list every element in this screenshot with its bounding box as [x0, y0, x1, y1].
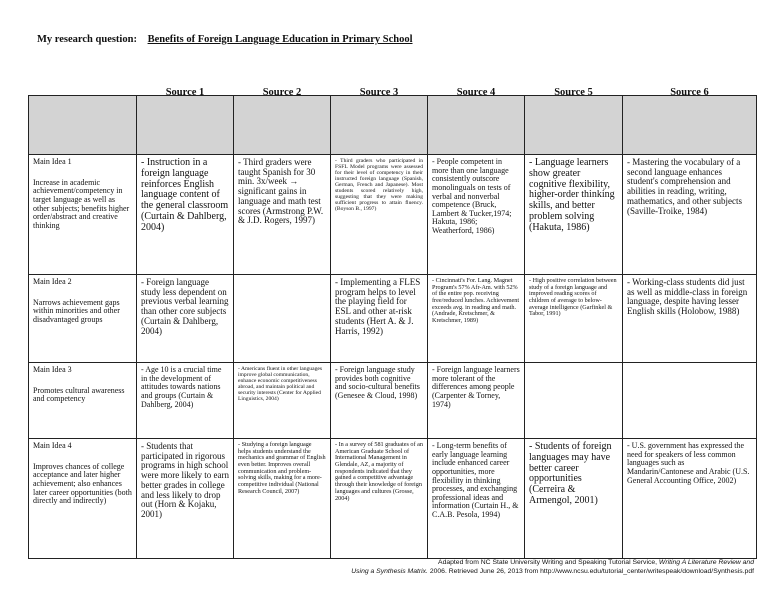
- main-idea-3: [29, 363, 137, 439]
- citation-footer: [351, 558, 754, 576]
- cell-4-5: - Students of foreign languages may have better career opportunities (Cerreira & Armengol, 2001): [525, 439, 623, 559]
- cell-4-4: - Long-term benefits of early language learning include enhanced career opportunities, more flexibility in thinking processes, and exchanging professional ideas and information (Curtain H., & C.A.B. Pesola, 1994): [428, 439, 525, 559]
- source-header-5: Source 5: [525, 96, 623, 155]
- citation-url: 2006. Retrieved June 26, 2013 from http://www.ncsu.edu/tutorial_center/writespeak/download/Synthesis.pdf: [427, 568, 754, 576]
- citation-line-1: [351, 558, 754, 567]
- cell-2-2: [234, 275, 331, 363]
- main-idea-4: [29, 439, 137, 559]
- cell-2-6: - Working-class students did just as well as middle-class in foreign language, despite having lesser English skills (Holobow, 1988): [623, 275, 757, 363]
- main-idea-1: [29, 155, 137, 275]
- cell-3-5: [525, 363, 623, 439]
- main-idea-label: Main Idea 4: [33, 441, 72, 450]
- cell-2-5: - High positive correlation between study of a foreign language and improved reading scores of children of average to below-average intelligence (Garfinkel & Tabor, 1991): [525, 275, 623, 363]
- main-idea-row-2: [29, 275, 757, 363]
- main-idea-text: Increase in academic achievement/competency in target language as well as other subjects; benefits higher order/abstract and creative thinking: [33, 177, 130, 230]
- corner-cell: [29, 96, 137, 155]
- cell-2-3: - Implementing a FLES program helps to level the playing field for ESL and other at-risk students (Hert A. & J. Harris, 1992): [331, 275, 428, 363]
- main-idea-text: Narrows achievement gaps within minorities and other disadvantaged groups: [33, 297, 120, 324]
- cell-4-1: - Students that participated in rigorous programs in high school were more likely to earn better grades in college and less likely to drop out (Horn & Kojaku, 2001): [137, 439, 234, 559]
- main-idea-label: Main Idea 3: [33, 365, 72, 374]
- citation-title-part-2: Using a Synthesis Matrix.: [351, 568, 428, 576]
- main-idea-row-4: [29, 439, 757, 559]
- main-idea-text: Promotes cultural awareness and competency: [33, 385, 125, 404]
- synthesis-matrix: [28, 87, 757, 559]
- cell-1-6: - Mastering the vocabulary of a second language enhances student's comprehension and abilities in reading, writing, mathematics, and other subjects (Saville-Troike, 1984): [623, 155, 757, 275]
- cell-1-5: - Language learners show greater cognitive flexibility, higher-order thinking skills, and better problem solving (Hakuta, 1986): [525, 155, 623, 275]
- cell-3-4: - Foreign language learners more tolerant of the differences among people (Carpenter & Torney, 1974): [428, 363, 525, 439]
- cell-4-3: - In a survey of 581 graduates of an American Graduate School of International Management in Glendale, AZ, a majority of respondents indicated that they gained a competitive advantage through their knowledge of foreign languages and cultures (Grosse, 2004): [331, 439, 428, 559]
- main-idea-label: Main Idea 2: [33, 277, 72, 286]
- citation-source: Adapted from NC State University Writing and Speaking Tutorial Service,: [438, 559, 659, 566]
- citation-title-part-1: Writing A Literature Review and: [658, 559, 754, 566]
- header-row: [29, 96, 757, 155]
- cell-3-6: [623, 363, 757, 439]
- main-idea-2: [29, 275, 137, 363]
- cell-1-1: - Instruction in a foreign language reinforces English language content of the general classroom (Curtain & Dahlberg, 2004): [137, 155, 234, 275]
- main-idea-row-3: [29, 363, 757, 439]
- research-topic: Benefits of Foreign Language Education in Primary School: [147, 34, 413, 45]
- cell-3-3: - Foreign language study provides both cognitive and socio-cultural benefits (Genesee & Cloud, 1998): [331, 363, 428, 439]
- cell-1-4: - People competent in more than one language consistently outscore monolinguals on tests of verbal and nonverbal competence (Bruck, Lambert & Tucker,1974; Hakuta, 1986; Weatherford, 1986): [428, 155, 525, 275]
- cell-2-1: - Foreign language study less dependent on previous verbal learning than other core subjects (Curtain & Dahlberg, 2004): [137, 275, 234, 363]
- cell-2-4: - Cincinnati's For. Lang. Magnet Program's 57% Afr-Am. with 52% of the entire pop. receiving free/reduced lunches. Achievement exceeds avg. in reading and math. (Andrade, Kretschmer, & Kretschmer, 1989): [428, 275, 525, 363]
- research-question-label: My research question:: [37, 34, 137, 45]
- main-idea-label: Main Idea 1: [33, 157, 72, 166]
- source-header-2: Source 2: [234, 96, 331, 155]
- cell-1-3: - Third graders who participated in FSFL Model programs were assessed for their level of competency in their instructed foreign language (Spanish, German, French and Japanese). Most students scored relatively high, suggesting that they were making sufficient progress to attain fluency. (Boyson B., 1997): [331, 155, 428, 275]
- cell-1-2: - Third graders were taught Spanish for 30 min. 3x/week → significant gains in language and math test scores (Armstrong P.W. & J.D. Rogers, 1997): [234, 155, 331, 275]
- source-header-3: Source 3: [331, 96, 428, 155]
- research-question: [37, 34, 413, 45]
- main-idea-text: Improves chances of college acceptance and later higher achievement; also enhances later career opportunities (both directly and indirectly): [33, 461, 132, 506]
- citation-line-2: [351, 567, 754, 576]
- source-header-6: Source 6: [623, 96, 757, 155]
- cell-3-1: - Age 10 is a crucial time in the development of attitudes towards nations and groups (Curtain & Dahlberg, 2004): [137, 363, 234, 439]
- cell-3-2: - Americans fluent in other languages improve global communication, enhance economic competitiveness abroad, and maintain political and security interests (Center for Applied Linguistics, 2004): [234, 363, 331, 439]
- source-header-4: Source 4: [428, 96, 525, 155]
- cell-4-6: - U.S. government has expressed the need for speakers of less common languages such as Mandarin/Cantonese and Arabic (U.S. General Accounting Office, 2002): [623, 439, 757, 559]
- main-idea-row-1: [29, 155, 757, 275]
- cell-4-2: - Studying a foreign language helps students understand the mechanics and grammar of English even better. Improves overall communication and problem-solving skills, making for a more-competitive individual (National Research Council, 2007): [234, 439, 331, 559]
- source-header-1: Source 1: [137, 96, 234, 155]
